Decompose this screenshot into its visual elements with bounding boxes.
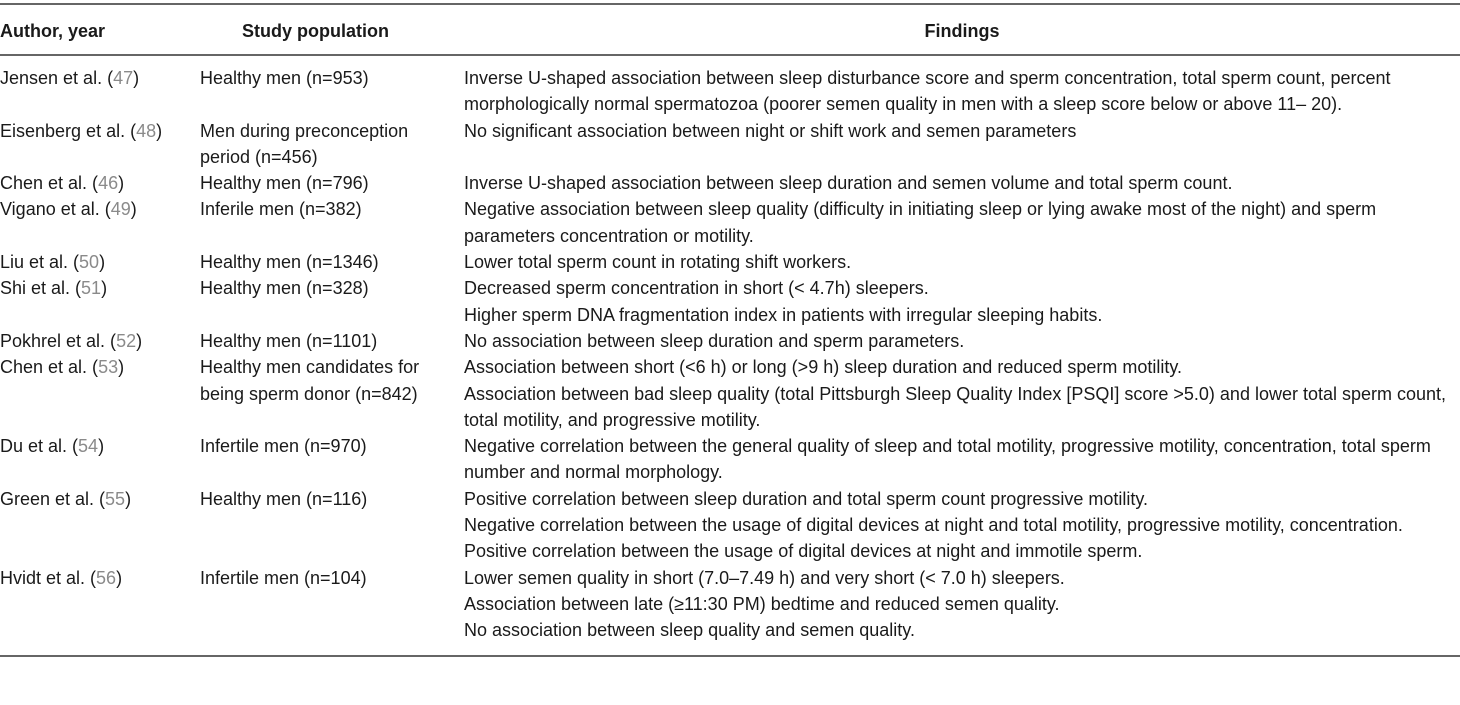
table-row xyxy=(0,249,1460,275)
author-name: Chen et al. ( xyxy=(0,357,99,378)
reference-close-paren: ) xyxy=(133,68,140,88)
population-cell: Inferile men (n=382) xyxy=(200,199,362,220)
author-name: Shi et al. ( xyxy=(0,278,82,299)
author-cell xyxy=(0,486,200,565)
population-cell: Infertile men (n=104) xyxy=(200,565,464,656)
reference-close-paren: ) xyxy=(125,488,132,509)
findings-cell xyxy=(464,565,1460,656)
finding-text: Inverse U-shaped association between sleep duration and semen volume and total sperm count. xyxy=(464,173,1233,194)
table-row xyxy=(0,170,1460,196)
table-row xyxy=(0,433,1460,486)
author-name: Hvidt et al. ( xyxy=(0,567,97,588)
population-cell: Healthy men (n=1101) xyxy=(200,330,378,351)
author-cell xyxy=(0,118,200,171)
finding-text: Negative association between sleep quality (difficulty in initiating sleep or lying awake most of the night) and sperm parameters concentration or motility. xyxy=(464,199,1377,246)
reference-close-paren: ) xyxy=(101,278,108,299)
finding-text: No significant association between night or shift work and semen parameters xyxy=(464,120,1077,141)
reference-close-paren: ) xyxy=(118,173,125,194)
reference-link[interactable]: 51 xyxy=(81,278,102,299)
findings-cell xyxy=(464,55,1460,118)
header-population: Study population xyxy=(200,4,464,55)
reference-link[interactable]: 55 xyxy=(105,488,126,509)
header-row xyxy=(0,4,1460,55)
author-cell xyxy=(0,249,200,275)
table-row xyxy=(0,275,1460,328)
reference-close-paren: ) xyxy=(156,120,163,141)
header-author: Author, year xyxy=(0,4,200,55)
table-row xyxy=(0,118,1460,171)
author-name: Pokhrel et al. ( xyxy=(0,330,117,351)
finding-text: Lower total sperm count in rotating shift workers. xyxy=(464,252,852,273)
population-cell: Infertile men (n=970) xyxy=(200,436,367,457)
population-cell: Healthy men (n=116) xyxy=(200,488,368,509)
author-cell xyxy=(0,328,200,354)
finding-text: Positive correlation between sleep duration and total sperm count progressive motility. xyxy=(464,488,1149,509)
author-name: Green et al. ( xyxy=(0,488,106,509)
author-cell xyxy=(0,565,200,656)
population-cell: Healthy men (n=796) xyxy=(200,173,369,194)
findings-cell xyxy=(464,196,1460,249)
population-cell: Healthy men (n=328) xyxy=(200,278,369,299)
reference-link[interactable]: 50 xyxy=(79,252,100,273)
findings-cell xyxy=(464,354,1460,433)
population-cell: Healthy men (n=1346) xyxy=(200,252,379,273)
finding-text: No association between sleep quality and semen quality. xyxy=(464,620,915,641)
reference-link[interactable]: 47 xyxy=(113,68,134,88)
finding-text: Negative correlation between the general quality of sleep and total motility, progressive motility, concentration, total sperm number and normal morphology. xyxy=(464,436,1431,483)
reference-close-paren: ) xyxy=(130,199,137,220)
author-cell xyxy=(0,275,200,328)
population-cell: Healthy men (n=953) xyxy=(200,68,369,88)
finding-text: Decreased sperm concentration in short (< 4.7h) sleepers. xyxy=(464,278,929,299)
finding-text: No association between sleep duration and sperm parameters. xyxy=(464,330,965,351)
reference-link[interactable]: 54 xyxy=(78,436,99,457)
reference-close-paren: ) xyxy=(136,330,143,351)
findings-cell xyxy=(464,170,1460,196)
table-row xyxy=(0,328,1460,354)
author-cell xyxy=(0,433,200,486)
reference-link[interactable]: 46 xyxy=(98,173,119,194)
finding-text: Higher sperm DNA fragmentation index in patients with irregular sleeping habits. xyxy=(464,304,1103,325)
finding-text: Negative correlation between the usage of digital devices at night and total motility, progressive motility, concentration. xyxy=(464,515,1403,536)
finding-text: Association between late (≥11:30 PM) bedtime and reduced semen quality. xyxy=(464,593,1060,614)
author-name: Eisenberg et al. ( xyxy=(0,120,137,141)
population-cell: Healthy men candidates for being sperm donor (n=842) xyxy=(200,357,420,404)
reference-close-paren: ) xyxy=(98,436,105,457)
reference-link[interactable]: 49 xyxy=(110,199,131,220)
author-cell xyxy=(0,354,200,433)
reference-close-paren: ) xyxy=(118,357,125,378)
reference-close-paren: ) xyxy=(99,252,106,273)
reference-link[interactable]: 53 xyxy=(98,357,119,378)
findings-cell xyxy=(464,328,1460,354)
finding-text: Positive correlation between the usage of digital devices at night and immotile sperm. xyxy=(464,541,1143,562)
findings-cell xyxy=(464,275,1460,328)
author-name: Liu et al. ( xyxy=(0,252,80,273)
reference-link[interactable]: 56 xyxy=(96,567,117,588)
finding-text: Inverse U-shaped association between sleep disturbance score and sperm concentration, total sperm count, percent morphologically normal spermatozoa (poorer semen quality in men with a sleep score below or above 11– 20). xyxy=(464,68,1391,115)
author-name: Chen et al. ( xyxy=(0,173,99,194)
finding-text: Association between bad sleep quality (total Pittsburgh Sleep Quality Index [PSQI] score >5.0) and lower total sperm count, total motility, and progressive motility. xyxy=(464,383,1447,430)
reference-link[interactable]: 52 xyxy=(116,330,137,351)
finding-text: Lower semen quality in short (7.0–7.49 h) and very short (< 7.0 h) sleepers. xyxy=(464,567,1065,588)
table-row xyxy=(0,55,1460,118)
findings-cell xyxy=(464,433,1460,486)
table-row xyxy=(0,196,1460,249)
table-row xyxy=(0,354,1460,433)
findings-cell xyxy=(464,486,1460,565)
author-name: Vigano et al. ( xyxy=(0,199,111,220)
reference-link[interactable]: 48 xyxy=(136,120,157,141)
header-findings: Findings xyxy=(464,4,1460,55)
findings-cell xyxy=(464,249,1460,275)
findings-cell xyxy=(464,118,1460,171)
author-cell xyxy=(0,196,200,249)
table-row xyxy=(0,486,1460,565)
findings-table xyxy=(0,3,1460,657)
author-cell xyxy=(0,55,200,118)
author-name: Jensen et al. ( xyxy=(0,68,114,88)
author-cell xyxy=(0,170,200,196)
finding-text: Association between short (<6 h) or long (>9 h) sleep duration and reduced sperm motility. xyxy=(464,357,1183,378)
author-name: Du et al. ( xyxy=(0,436,79,457)
table-row xyxy=(0,565,1460,656)
reference-close-paren: ) xyxy=(116,567,123,588)
population-cell: Men during preconception period (n=456) xyxy=(200,120,409,167)
